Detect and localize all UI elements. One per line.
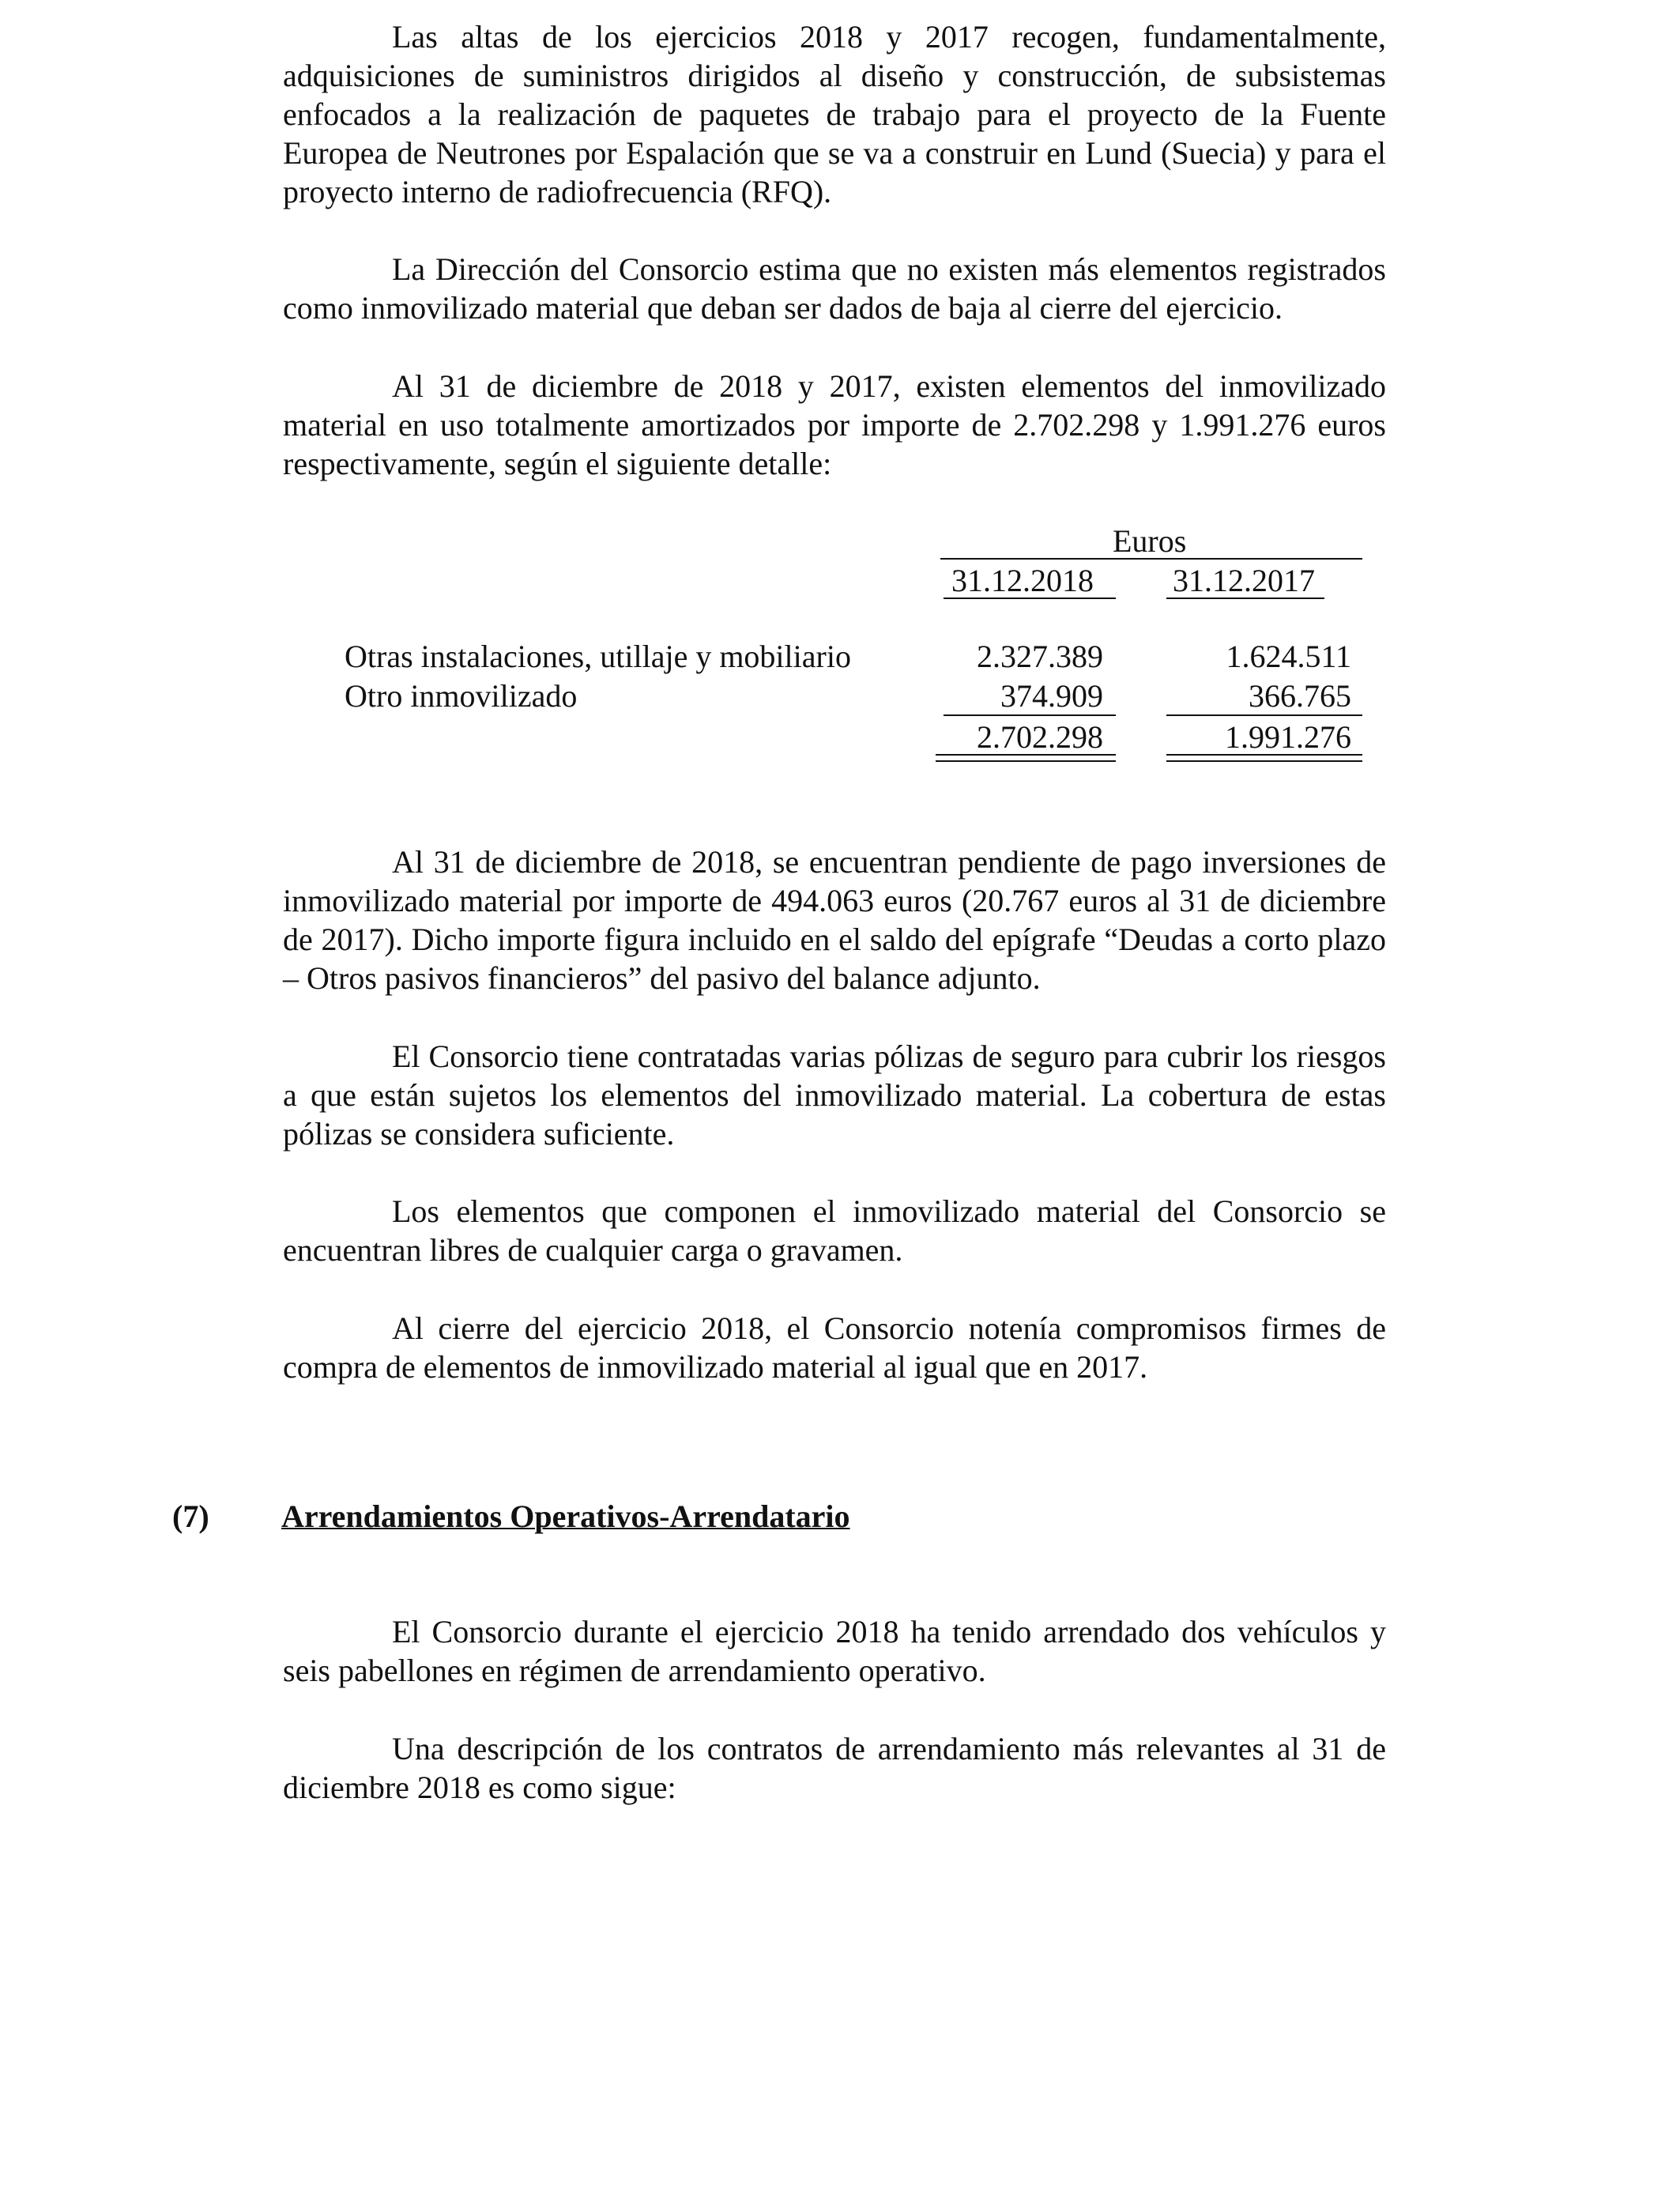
paragraph-amortizados: Al 31 de diciembre de 2018 y 2017, existen elementos del inmovilizado material en uso totalmente amortizados por importe de 2.702.298 y 1.991.276 euros respectivamente, según el siguiente detalle: [283, 368, 1386, 481]
paragraph-libres-carga: Los elementos que componen el inmovilizado material del Consorcio se encuentran libres de cualquier carga o gravamen. [283, 1193, 1386, 1268]
row-label-instalaciones: Otras instalaciones, utillaje y mobiliario [345, 639, 851, 674]
currency-header: Euros [1113, 523, 1187, 559]
paragraph-pendiente-pago: Al 31 de diciembre de 2018, se encuentran pendiente de pago inversiones de inmovilizado material por importe de 494.063 euros (20.767 euros al 31 de diciembre de 2017). Dicho importe figura incluido en el saldo del epígrafe “Deudas a corto plazo – Otros pasivos financieros” del pasivo del balance adjunto. [283, 844, 1386, 996]
total-double-rule-2017-a [1166, 754, 1362, 756]
subtotal-rule-2018 [944, 714, 1116, 716]
currency-header-rule [940, 558, 1362, 560]
col-header-2017: 31.12.2017 [1173, 563, 1315, 598]
row-value-2017-instalaciones: 1.624.511 [1226, 639, 1351, 674]
section-number: (7) [172, 1498, 209, 1534]
section-title: Arrendamientos Operativos-Arrendatario [281, 1498, 850, 1534]
row-value-2018-otro: 374.909 [1000, 678, 1103, 714]
paragraph-direccion: La Dirección del Consorcio estima que no existen más elementos registrados como inmovilizado material que deban ser dados de baja al cierre del ejercicio. [283, 251, 1386, 326]
paragraph-compromisos: Al cierre del ejercicio 2018, el Consorcio notenía compromisos firmes de compra de elementos de inmovilizado material al igual que en 2017. [283, 1310, 1386, 1385]
col-header-2017-rule [1166, 598, 1324, 599]
col-header-2018: 31.12.2018 [951, 563, 1094, 598]
subtotal-rule-2017 [1166, 714, 1362, 716]
row-value-2018-instalaciones: 2.327.389 [977, 639, 1103, 674]
total-2017: 1.991.276 [1225, 719, 1351, 755]
row-value-2017-otro: 366.765 [1249, 678, 1351, 714]
paragraph-arrendado: El Consorcio durante el ejercicio 2018 ha tenido arrendado dos vehículos y seis pabellones en régimen de arrendamiento operativo. [283, 1614, 1386, 1688]
total-double-rule-2018-a [936, 754, 1116, 756]
total-double-rule-2018-b [936, 760, 1116, 762]
row-label-otro: Otro inmovilizado [345, 678, 578, 714]
col-header-2018-rule [944, 598, 1116, 599]
total-2018: 2.702.298 [977, 719, 1103, 755]
paragraph-altas: Las altas de los ejercicios 2018 y 2017 recogen, fundamentalmente, adquisiciones de suministros dirigidos al diseño y construcción, de subsistemas enfocados a la realización de paquetes de trabajo para el proyecto de la Fuente Europea de Neutrones por Espalación que se va a construir en Lund (Suecia) y para el proyecto interno de radiofrecuencia (RFQ). [283, 19, 1386, 209]
paragraph-polizas: El Consorcio tiene contratadas varias pólizas de seguro para cubrir los riesgos a que están sujetos los elementos del inmovilizado material. La cobertura de estas pólizas se considera suficiente. [283, 1039, 1386, 1152]
total-double-rule-2017-b [1166, 760, 1362, 762]
paragraph-descripcion-contratos: Una descripción de los contratos de arrendamiento más relevantes al 31 de diciembre 2018 es como sigue: [283, 1731, 1386, 1805]
